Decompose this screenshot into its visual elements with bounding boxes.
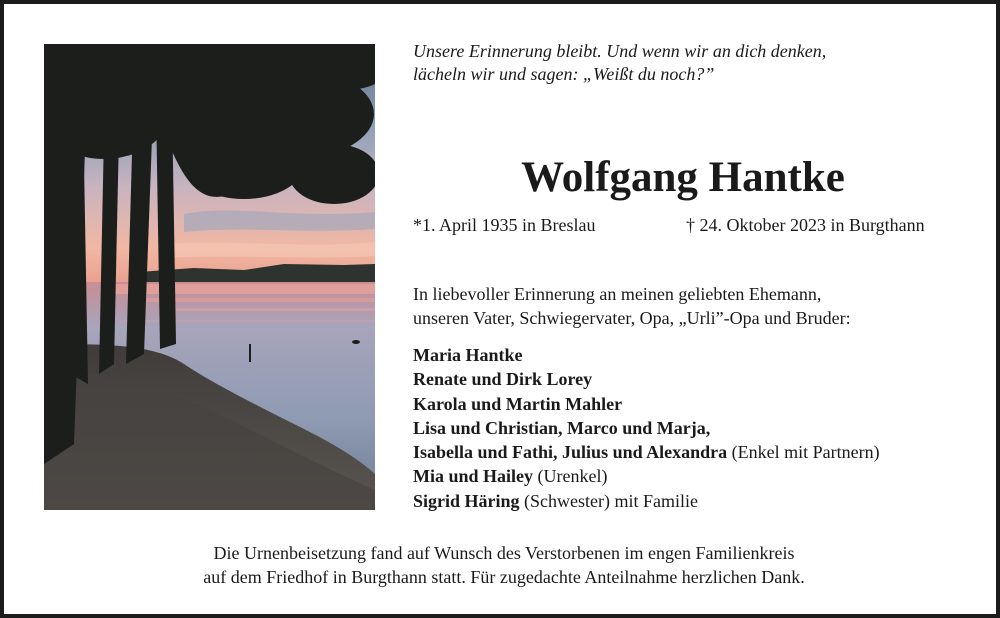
- memorial-photo: [44, 44, 375, 510]
- birth-date: *1. April 1935 in Breslau: [413, 215, 596, 235]
- mourner-names: Mia und Hailey: [413, 466, 534, 487]
- closing-line-1: Die Urnenbeisetzung fand auf Wunsch des Verstorbenen im engen Familienkreis: [213, 543, 795, 563]
- dedication-text: [413, 282, 851, 330]
- mourner-note: (Enkel mit Partnern): [727, 442, 880, 463]
- mourner-note: (Schwester) mit Familie: [519, 490, 698, 511]
- mourner-names: Karola und Martin Mahler: [413, 393, 623, 414]
- dedication-line-1: In liebevoller Erinnerung an meinen geliebten Ehemann,: [413, 284, 822, 304]
- mourners-list: [413, 343, 880, 513]
- mourner-names: Renate und Dirk Lorey: [413, 369, 593, 390]
- quote-line-1: Unsere Erinnerung bleibt. Und wenn wir an dich denken,: [413, 41, 827, 61]
- closing-line-2: auf dem Friedhof in Burgthann statt. Für zugedachte Anteilnahme herzlichen Dank.: [203, 567, 805, 587]
- mourner-row: [413, 464, 880, 488]
- closing-note: [4, 541, 1000, 589]
- mourner-names: Lisa und Christian, Marco und Marja,: [413, 417, 711, 438]
- death-date: † 24. Oktober 2023 in Burgthann: [686, 215, 925, 235]
- mourner-row: [413, 343, 880, 367]
- mourner-row: [413, 367, 880, 391]
- dedication-line-2: unseren Vater, Schwiegervater, Opa, „Urli”-Opa und Bruder:: [413, 308, 851, 328]
- mourner-row: [413, 489, 880, 513]
- memorial-quote: [413, 40, 973, 86]
- quote-line-2: lächeln wir und sagen: „Weißt du noch?”: [413, 64, 715, 84]
- mourner-names: Maria Hantke: [413, 345, 523, 365]
- lake-sunset-image: [44, 44, 375, 510]
- mourner-row: [413, 416, 880, 440]
- mourner-row: [413, 392, 880, 416]
- mourner-names: Sigrid Häring: [413, 490, 520, 511]
- deceased-name: Wolfgang Hantke: [521, 154, 845, 201]
- mourner-row: [413, 440, 880, 464]
- mourner-names: Isabella und Fathi, Julius und Alexandra: [413, 442, 728, 463]
- mourner-note: (Urenkel): [533, 466, 608, 487]
